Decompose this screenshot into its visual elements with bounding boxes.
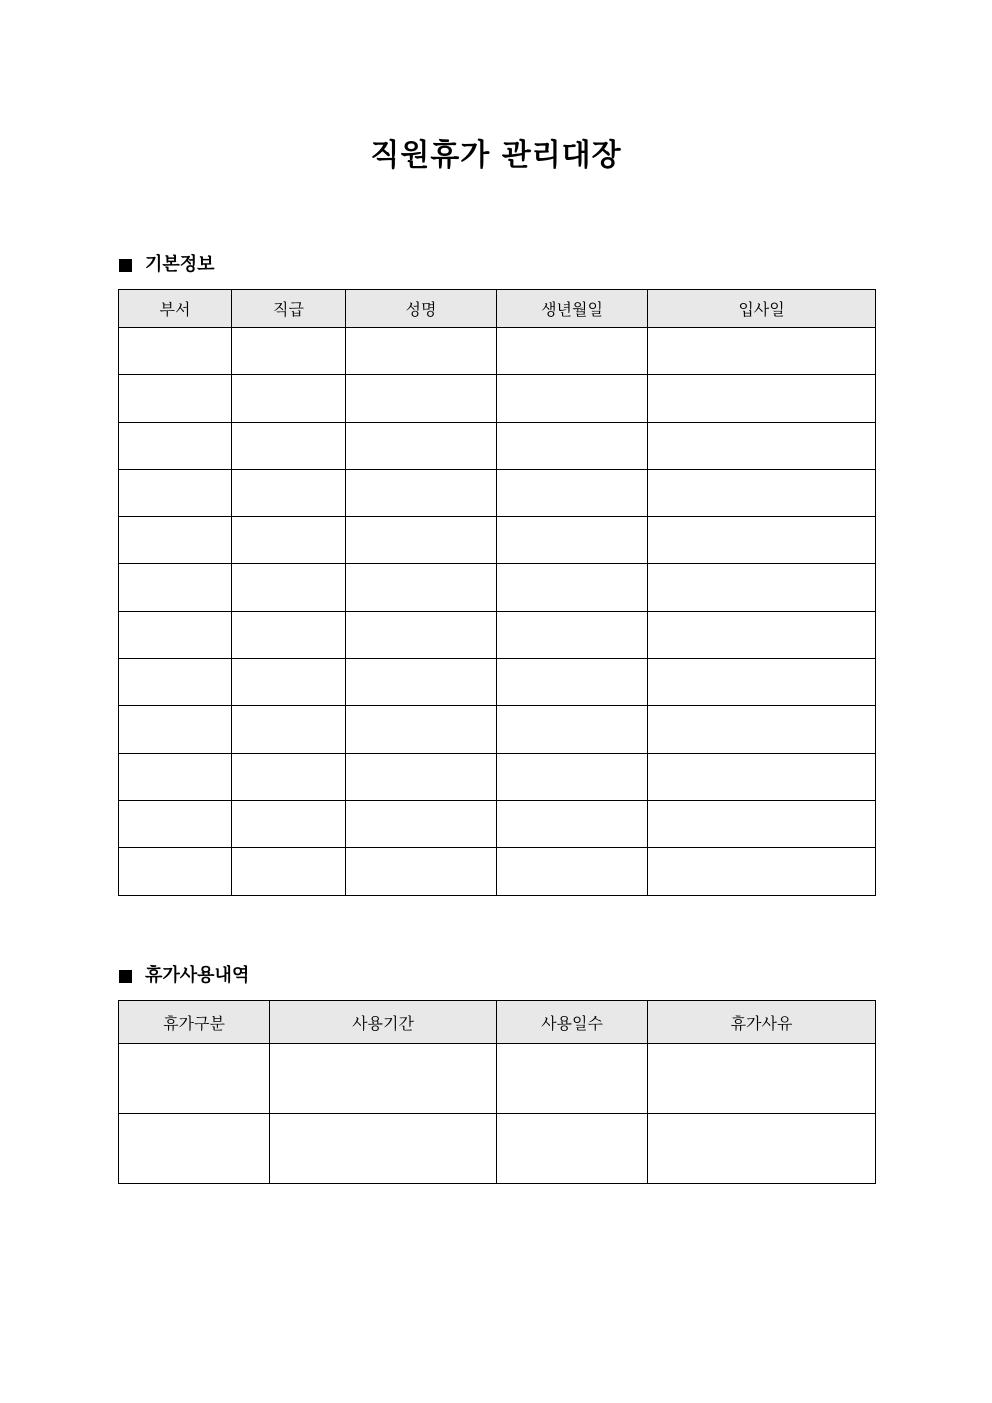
table-cell[interactable] <box>346 753 497 800</box>
table-cell[interactable] <box>497 422 648 469</box>
table-cell[interactable] <box>497 706 648 753</box>
table-cell[interactable] <box>497 753 648 800</box>
table-cell[interactable] <box>232 375 346 422</box>
column-header-leave-reason: 휴가사유 <box>648 1001 876 1044</box>
column-header-position: 직급 <box>232 290 346 328</box>
table-cell[interactable] <box>232 328 346 375</box>
table-cell[interactable] <box>232 800 346 847</box>
table-cell[interactable] <box>119 375 232 422</box>
table-cell[interactable] <box>497 1044 648 1114</box>
table-cell[interactable] <box>119 328 232 375</box>
table-cell[interactable] <box>497 375 648 422</box>
square-bullet-icon <box>119 259 132 272</box>
table-cell[interactable] <box>346 659 497 706</box>
table-cell[interactable] <box>648 1044 876 1114</box>
table-cell[interactable] <box>232 706 346 753</box>
table-row <box>119 706 876 753</box>
table-cell[interactable] <box>648 611 876 658</box>
table-cell[interactable] <box>119 517 232 564</box>
table-cell[interactable] <box>648 469 876 516</box>
table-cell[interactable] <box>497 328 648 375</box>
table-cell[interactable] <box>346 848 497 895</box>
table-cell[interactable] <box>497 564 648 611</box>
table-cell[interactable] <box>232 753 346 800</box>
table-row <box>119 800 876 847</box>
table-cell[interactable] <box>497 800 648 847</box>
table-cell[interactable] <box>232 848 346 895</box>
column-header-usage-period: 사용기간 <box>270 1001 497 1044</box>
table-row <box>119 328 876 375</box>
column-header-hire-date: 입사일 <box>648 290 876 328</box>
table-cell[interactable] <box>497 611 648 658</box>
table-row <box>119 375 876 422</box>
table-row <box>119 848 876 895</box>
square-bullet-icon <box>119 970 132 983</box>
table-header-row <box>119 1001 876 1044</box>
column-header-leave-type: 휴가구분 <box>119 1001 270 1044</box>
table-cell[interactable] <box>497 848 648 895</box>
section-heading-label: 기본정보 <box>145 254 215 275</box>
table-cell[interactable] <box>346 517 497 564</box>
table-cell[interactable] <box>119 659 232 706</box>
table-cell[interactable] <box>119 1044 270 1114</box>
table-cell[interactable] <box>232 469 346 516</box>
table-cell[interactable] <box>648 422 876 469</box>
table-cell[interactable] <box>648 848 876 895</box>
table-row <box>119 753 876 800</box>
table-header-row <box>119 290 876 328</box>
table-cell[interactable] <box>346 469 497 516</box>
table-cell[interactable] <box>648 800 876 847</box>
table-row <box>119 611 876 658</box>
leave-history-table <box>118 1000 876 1184</box>
table-cell[interactable] <box>346 564 497 611</box>
table-cell[interactable] <box>119 564 232 611</box>
table-cell[interactable] <box>648 659 876 706</box>
table-cell[interactable] <box>497 659 648 706</box>
table-cell[interactable] <box>119 611 232 658</box>
table-cell[interactable] <box>497 1114 648 1184</box>
table-row <box>119 659 876 706</box>
table-cell[interactable] <box>648 517 876 564</box>
table-cell[interactable] <box>648 375 876 422</box>
table-cell[interactable] <box>119 800 232 847</box>
table-cell[interactable] <box>648 564 876 611</box>
table-cell[interactable] <box>497 469 648 516</box>
table-cell[interactable] <box>119 1114 270 1184</box>
table-row <box>119 1114 876 1184</box>
table-cell[interactable] <box>497 517 648 564</box>
table-cell[interactable] <box>346 328 497 375</box>
table-cell[interactable] <box>346 706 497 753</box>
section-heading-basic-info <box>119 253 215 277</box>
table-cell[interactable] <box>119 753 232 800</box>
table-cell[interactable] <box>346 422 497 469</box>
table-row <box>119 422 876 469</box>
table-cell[interactable] <box>648 706 876 753</box>
table-cell[interactable] <box>232 422 346 469</box>
section-heading-label: 휴가사용내역 <box>145 965 250 986</box>
table-cell[interactable] <box>346 375 497 422</box>
table-cell[interactable] <box>119 848 232 895</box>
table-cell[interactable] <box>119 422 232 469</box>
table-row <box>119 469 876 516</box>
table-cell[interactable] <box>232 517 346 564</box>
column-header-days-used: 사용일수 <box>497 1001 648 1044</box>
table-cell[interactable] <box>648 753 876 800</box>
table-cell[interactable] <box>119 469 232 516</box>
table-cell[interactable] <box>648 328 876 375</box>
table-cell[interactable] <box>270 1044 497 1114</box>
table-cell[interactable] <box>648 1114 876 1184</box>
table-cell[interactable] <box>232 659 346 706</box>
table-cell[interactable] <box>232 564 346 611</box>
table-cell[interactable] <box>232 611 346 658</box>
column-header-department: 부서 <box>119 290 232 328</box>
table-row <box>119 1044 876 1114</box>
table-cell[interactable] <box>346 800 497 847</box>
column-header-name: 성명 <box>346 290 497 328</box>
table-row <box>119 517 876 564</box>
table-cell[interactable] <box>270 1114 497 1184</box>
basic-info-table <box>118 289 876 896</box>
column-header-birthdate: 생년월일 <box>497 290 648 328</box>
table-cell[interactable] <box>119 706 232 753</box>
table-row <box>119 564 876 611</box>
section-heading-leave-history <box>119 964 249 988</box>
table-cell[interactable] <box>346 611 497 658</box>
page-title: 직원휴가 관리대장 <box>370 138 622 173</box>
